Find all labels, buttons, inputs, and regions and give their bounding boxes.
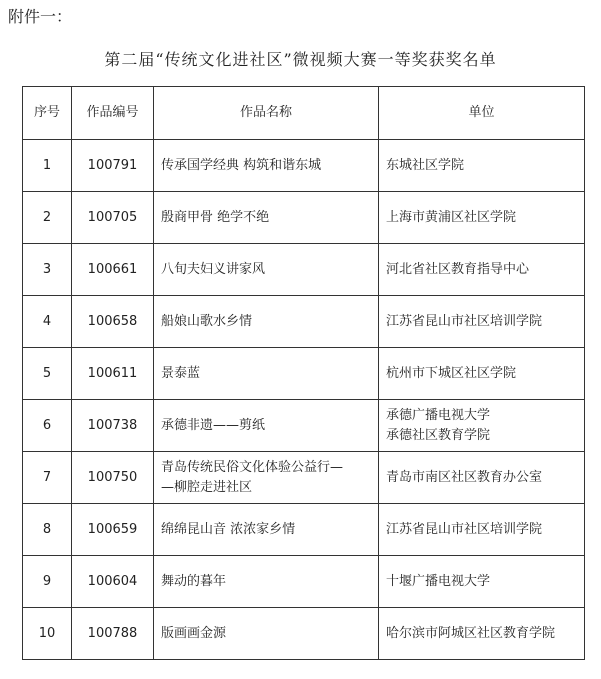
cell-code: 100750 [72, 452, 154, 504]
cell-unit-line: 河北省社区教育指导中心 [386, 261, 530, 277]
cell-unit-line: 杭州市下城区社区学院 [386, 365, 517, 381]
cell-unit-line: 江苏省昆山市社区培训学院 [386, 521, 543, 537]
cell-code: 100604 [72, 556, 154, 608]
cell-code: 100705 [72, 192, 154, 244]
cell-unit-line: 江苏省昆山市社区培训学院 [386, 313, 543, 329]
table-row [23, 192, 585, 244]
cell-seq: 9 [23, 556, 72, 608]
cell-name [154, 400, 379, 452]
cell-name [154, 140, 379, 192]
cell-unit-line: 承德广播电视大学 [386, 407, 491, 423]
cell-name [154, 348, 379, 400]
cell-seq: 3 [23, 244, 72, 296]
cell-name [154, 504, 379, 556]
table-row [23, 504, 585, 556]
table-row [23, 452, 585, 504]
cell-unit [379, 608, 585, 660]
cell-name-line: 承德非遗——剪纸 [161, 417, 266, 433]
cell-unit [379, 296, 585, 348]
cell-unit [379, 504, 585, 556]
table-row [23, 556, 585, 608]
cell-name [154, 608, 379, 660]
cell-name [154, 192, 379, 244]
cell-code: 100788 [72, 608, 154, 660]
cell-name [154, 244, 379, 296]
cell-unit-line: 上海市黄浦区社区学院 [386, 209, 517, 225]
cell-unit [379, 244, 585, 296]
cell-seq: 4 [23, 296, 72, 348]
cell-code: 100659 [72, 504, 154, 556]
cell-seq: 5 [23, 348, 72, 400]
cell-unit [379, 192, 585, 244]
header-code: 作品编号 [72, 87, 154, 140]
table-header-row [23, 87, 585, 140]
cell-name [154, 452, 379, 504]
cell-unit [379, 452, 585, 504]
cell-unit-line: 青岛市南区社区教育办公室 [386, 469, 543, 485]
header-name: 作品名称 [154, 87, 379, 140]
cell-seq: 8 [23, 504, 72, 556]
cell-name-line: 传承国学经典 构筑和谐东城 [161, 157, 322, 173]
cell-unit [379, 140, 585, 192]
table-row [23, 348, 585, 400]
cell-unit-line: 东城社区学院 [386, 157, 465, 173]
header-seq: 序号 [23, 87, 72, 140]
cell-name-line: 版画画金源 [161, 625, 227, 641]
cell-seq: 10 [23, 608, 72, 660]
cell-name-line: 船娘山歌水乡情 [161, 313, 253, 329]
cell-name-line: 青岛传统民俗文化体验公益行— [161, 459, 344, 475]
table-row [23, 244, 585, 296]
table-row [23, 608, 585, 660]
cell-unit [379, 400, 585, 452]
cell-code: 100738 [72, 400, 154, 452]
awards-table [22, 86, 585, 660]
cell-name [154, 296, 379, 348]
cell-name-line: —柳腔走进社区 [161, 479, 253, 495]
cell-name-line: 舞动的暮年 [161, 573, 227, 589]
cell-code: 100658 [72, 296, 154, 348]
table-row [23, 296, 585, 348]
cell-seq: 6 [23, 400, 72, 452]
cell-unit-line: 承德社区教育学院 [386, 427, 491, 443]
cell-unit-line: 十堰广播电视大学 [386, 573, 491, 589]
cell-name-line: 绵绵昆山音 浓浓家乡情 [161, 521, 296, 537]
attachment-label: 附件一： [8, 7, 73, 26]
cell-seq: 1 [23, 140, 72, 192]
cell-name-line: 八旬夫妇义讲家风 [161, 261, 266, 277]
page-title: 第二届“传统文化进社区”微视频大赛一等奖获奖名单 [104, 50, 497, 69]
cell-unit [379, 556, 585, 608]
cell-unit-line: 哈尔滨市阿城区社区教育学院 [386, 625, 556, 641]
cell-code: 100611 [72, 348, 154, 400]
cell-code: 100791 [72, 140, 154, 192]
table-row [23, 400, 585, 452]
header-unit: 单位 [379, 87, 585, 140]
cell-name-line: 景泰蓝 [161, 365, 201, 381]
cell-seq: 7 [23, 452, 72, 504]
cell-code: 100661 [72, 244, 154, 296]
table-row [23, 140, 585, 192]
cell-unit [379, 348, 585, 400]
cell-name-line: 殷商甲骨 绝学不绝 [161, 209, 270, 225]
cell-name [154, 556, 379, 608]
cell-seq: 2 [23, 192, 72, 244]
